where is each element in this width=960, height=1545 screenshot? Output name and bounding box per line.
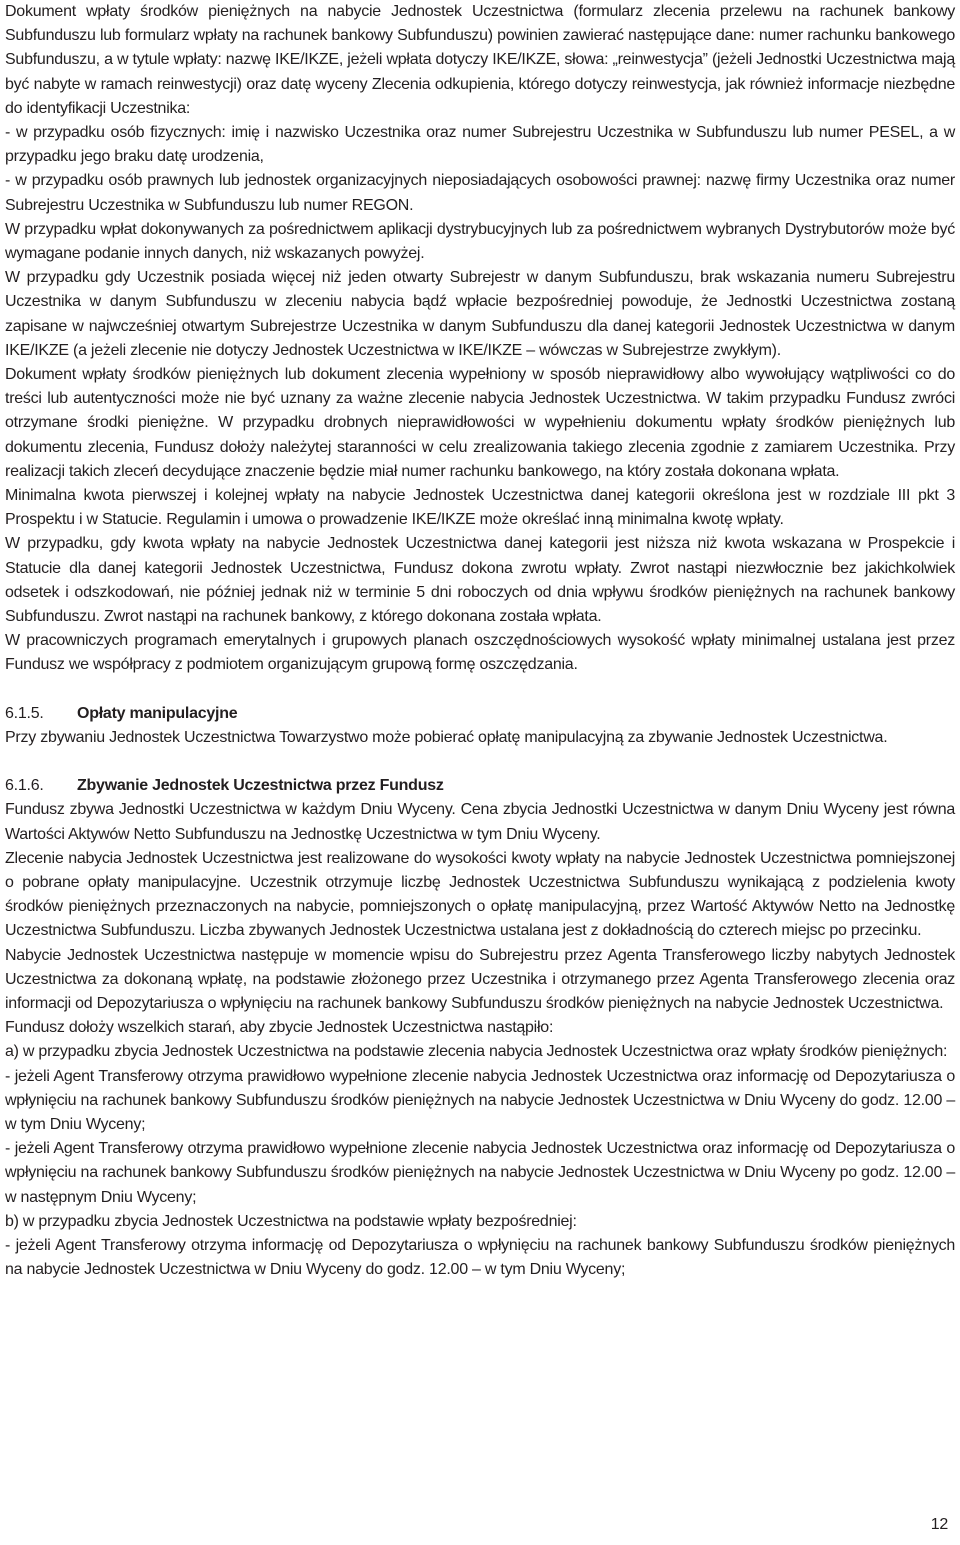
paragraph: Dokument wpłaty środków pieniężnych na nabycie Jednostek Uczestnictwa (formularz zlecenia przelewu na rachunek bankowy Subfunduszu lub formularz wpłaty na rachunek bankowy Subfunduszu) powinien zawierać następujące dane: numer rachunku bankowego Subfunduszu, a w tytule wpłaty: nazwę IKE/IKZE, jeżeli wpłata dotyczy IKE/IKZE, słowa: „reinwestycja” (jeżeli Jednostki Uczestnictwa mają być nabyte w ramach reinwestycji) oraz datę wyceny Zlecenia odkupienia, którego dotyczy reinwestycja, jak również informacje niezbędne do identyfikacji Uczestnika: bbox=[5, 3, 955, 117]
paragraph: W przypadku gdy Uczestnik posiada więcej niż jeden otwarty Subrejestr w danym Subfunduszu, brak wskazania numeru Subrejestru Uczestnika w danym Subfunduszu w zleceniu nabycia bądź wpłacie bezpośredniej powoduje, że Jednostki Uczestnictwa zostaną zapisane w najwcześniej otwartym Subrejestrze Uczestnika w danym Subfunduszu dla danej kategorii Jednostek Uczestnictwa w danym IKE/IKZE (a jeżeli zlecenie nie dotyczy Jednostek Uczestnictwa w IKE/IKZE – wówczas w Subrejestrze zwykłym). bbox=[5, 269, 955, 359]
paragraph: - w przypadku osób fizycznych: imię i nazwisko Uczestnika oraz numer Subrejestru Uczestnika w Subfunduszu lub numer PESEL, a w przypadku jego braku datę urodzenia, bbox=[5, 124, 955, 166]
paragraph: Zlecenie nabycia Jednostek Uczestnictwa jest realizowane do wysokości kwoty wpłaty na nabycie Jednostek Uczestnictwa pomniejszonej o pobrane opłaty manipulacyjne. Uczestnik otrzymuje liczbę Jednostek Uczestnictwa Subfunduszu wynikającą z podzielenia kwoty środków pieniężnych przeznaczonych na nabycie, pomniejszonych o opłatę manipulacyjną, przez Wartość Aktywów Netto na Jednostkę Uczestnictwa Subfunduszu. Liczba zbywanych Jednostek Uczestnictwa ustalana jest z dokładnością do czterech miejsc po przecinku. bbox=[5, 849, 955, 940]
paragraph: W przypadku, gdy kwota wpłaty na nabycie Jednostek Uczestnictwa danej kategorii jest niższa niż kwota wskazana w Prospekcie i Statucie dla danej kategorii Jednostek Uczestnictwa, Fundusz dokona zwrotu wpłaty. Zwrot nastąpi niezwłocznie bez jakichkolwiek odsetek i odszkodowań, nie później jednak niż w terminie 5 dni roboczych od dnia wpływu środków pieniężnych na rachunek bankowy Subfunduszu. Zwrot nastąpi na rachunek bankowy, z którego dokonana została wpłata. bbox=[5, 535, 955, 626]
section-number: 6.1.5. bbox=[5, 704, 44, 722]
section-number: 6.1.6. bbox=[5, 777, 44, 795]
paragraph: Dokument wpłaty środków pieniężnych lub dokument zlecenia wypełniony w sposób nieprawidłowy albo wywołujący wątpliwości co do treści lub autentyczności może nie być uznany za ważne zlecenie nabycia Jednostek Uczestnictwa. W takim przypadku Fundusz zwróci otrzymane środki pieniężne. W przypadku drobnych nieprawidłowości w wypełnieniu dokumentu wpłaty środków pieniężnych lub dokumentu zlecenia, Fundusz dołoży należytej staranności w celu zrealizowania takiego zlecenia zgodnie z zamiarem Uczestnika. Przy realizacji takich zleceń decydujące znaczenie będzie miał numer rachunku bankowego, na który została dokonana wpłata. bbox=[5, 366, 955, 480]
section-title: Opłaty manipulacyjne bbox=[77, 704, 238, 722]
paragraph: - jeżeli Agent Transferowy otrzyma prawidłowo wypełnione zlecenie nabycia Jednostek Uczestnictwa oraz informację od Depozytariusza o wpłynięciu na rachunek bankowy Subfunduszu środków pieniężnych na nabycie Jednostek Uczestnictwa w Dniu Wyceny po godz. 12.00 – w następnym Dniu Wyceny; bbox=[5, 1140, 955, 1206]
paragraph: Fundusz dołoży wszelkich starań, aby zbycie Jednostek Uczestnictwa nastąpiło: bbox=[5, 1019, 554, 1037]
spacer bbox=[5, 750, 955, 774]
section-6-1-6 bbox=[5, 774, 955, 1282]
section-heading bbox=[5, 702, 955, 726]
paragraph: Przy zbywaniu Jednostek Uczestnictwa Towarzystwo może pobierać opłatę manipulacyjną za zbywanie Jednostek Uczestnictwa. bbox=[5, 728, 888, 746]
paragraph: - w przypadku osób prawnych lub jednostek organizacyjnych nieposiadających osobowości prawnej: nazwę firmy Uczestnika oraz numer Subrejestru Uczestnika w Subfunduszu lub numer REGON. bbox=[5, 172, 955, 214]
paragraph: Fundusz zbywa Jednostki Uczestnictwa w każdym Dniu Wyceny. Cena zbycia Jednostki Uczestnictwa w danym Dniu Wyceny jest równa Wartości Aktywów Netto Subfunduszu na Jednostkę Uczestnictwa w tym Dniu Wyceny. bbox=[5, 801, 955, 843]
section-6-1-5 bbox=[5, 702, 955, 750]
page-number: 12 bbox=[930, 1516, 948, 1533]
paragraph: b) w przypadku zbycia Jednostek Uczestnictwa na podstawie wpłaty bezpośredniej: bbox=[5, 1212, 577, 1230]
paragraph: - jeżeli Agent Transferowy otrzyma prawidłowo wypełnione zlecenie nabycia Jednostek Uczestnictwa oraz informację od Depozytariusza o wpłynięciu na rachunek bankowy Subfunduszu środków pieniężnych na nabycie Jednostek Uczestnictwa w Dniu Wyceny do godz. 12.00 – w tym Dniu Wyceny; bbox=[5, 1067, 955, 1133]
paragraph: W przypadku wpłat dokonywanych za pośrednictwem aplikacji dystrybucyjnych lub za pośrednictwem wybranych Dystrybutorów może być wymagane podanie innych danych, niż wskazanych powyżej. bbox=[5, 220, 955, 263]
paragraph: Minimalna kwota pierwszej i kolejnej wpłaty na nabycie Jednostek Uczestnictwa danej kategorii określona jest w rozdziale III pkt 3 Prospektu i w Statucie. Regulamin i umowa o prowadzenie IKE/IKZE może określać inną minimalna kwotę wpłaty. bbox=[5, 487, 955, 529]
spacer bbox=[5, 678, 955, 702]
paragraph: W pracowniczych programach emerytalnych i grupowych planach oszczędnościowych wysokość wpłaty minimalnej ustalana jest przez Fundusz we współpracy z podmiotem organizującym grupową formę oszczędzania. bbox=[5, 632, 955, 674]
paragraph: - jeżeli Agent Transferowy otrzyma informację od Depozytariusza o wpłynięciu na rachunek bankowy Subfunduszu środków pieniężnych na nabycie Jednostek Uczestnictwa w Dniu Wyceny do godz. 12.00 – w tym Dniu Wyceny; bbox=[5, 1236, 955, 1279]
section-title: Zbywanie Jednostek Uczestnictwa przez Fundusz bbox=[77, 777, 444, 795]
intro-section bbox=[5, 0, 955, 678]
paragraph: a) w przypadku zbycia Jednostek Uczestnictwa na podstawie zlecenia nabycia Jednostek Uczestnictwa oraz wpłaty środków pieniężnych: bbox=[5, 1043, 948, 1061]
paragraph: Nabycie Jednostek Uczestnictwa następuje w momencie wpisu do Subrejestru przez Agenta Transferowego liczby nabytych Jednostek Uczestnictwa za dokonaną wpłatę, na podstawie złożonego przez Uczestnika i otrzymanego przez Agenta Transferowego zlecenia oraz informacji od Depozytariusza o wpłynięciu na rachunek bankowy Subfunduszu środków pieniężnych na nabycie Jednostek Uczestnictwa. bbox=[5, 946, 955, 1012]
section-heading bbox=[5, 774, 955, 798]
